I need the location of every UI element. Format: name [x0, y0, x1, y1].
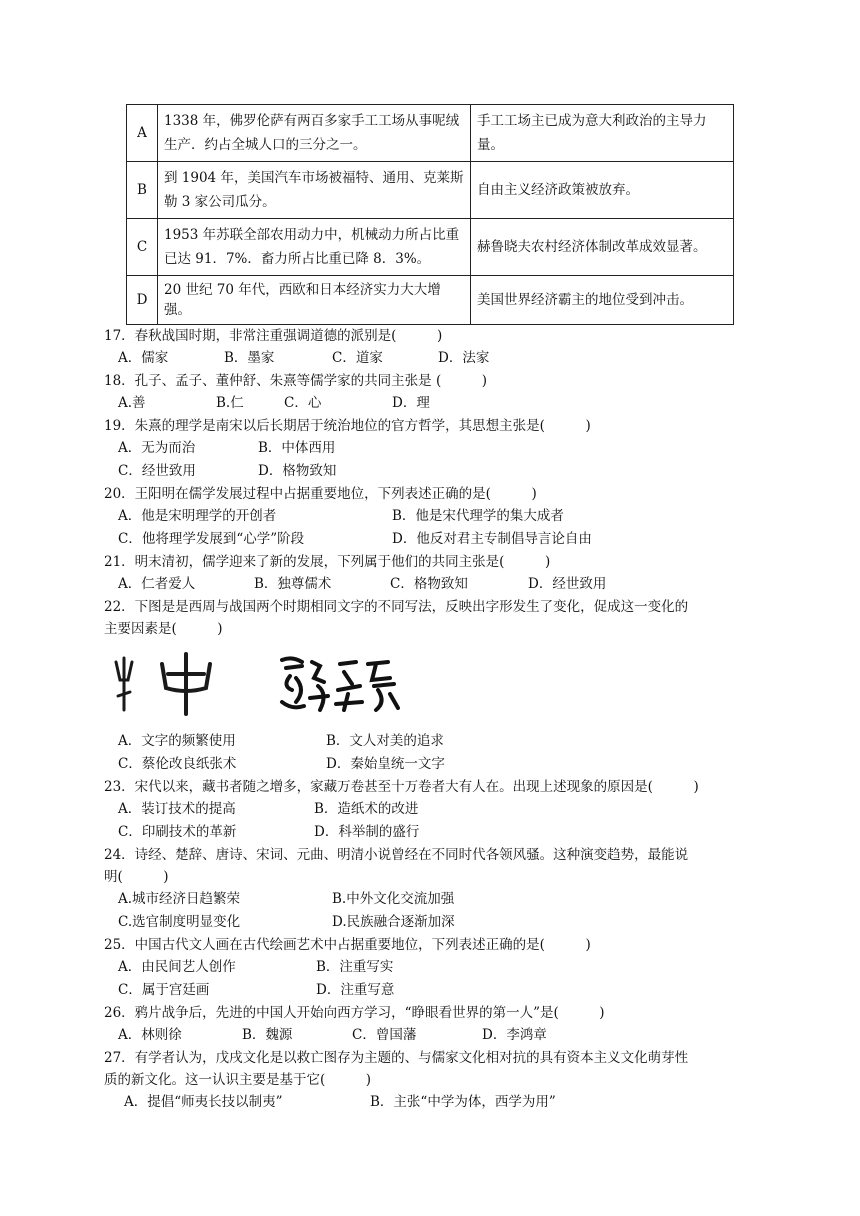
q17-option-a: A．儒家	[118, 350, 169, 366]
q24-option-a: A.城市经济日趋繁荣	[118, 891, 241, 907]
row-event: 到 1904 年，美国汽车市场被福特、通用、克莱斯勒 3 家公司瓜分。	[158, 162, 471, 219]
q21-option-a: A．仁者爱人	[118, 576, 196, 592]
q25-option-d: D．注重写意	[316, 982, 395, 998]
q21-option-d: D．经世致用	[528, 576, 607, 592]
row-conclusion: 美国世界经济霸主的地位受到冲击。	[471, 276, 734, 325]
q23-option-a: A．装订技术的提高	[118, 801, 236, 817]
q26-option-d: D．李鸿章	[482, 1027, 547, 1043]
q21-option-b: B．独尊儒术	[254, 576, 332, 592]
q25-option-a: A．由民间艺人创作	[118, 959, 236, 975]
row-event: 1338 年，佛罗伦萨有两百多家手工工场从事呢绒生产．约占全城人口的三分之一。	[158, 105, 471, 162]
q23-option-c: C．印刷技术的革新	[118, 824, 237, 840]
q18-option-a: A.善	[118, 395, 146, 411]
row-conclusion: 手工工场主已成为意大利政治的主导力量。	[471, 105, 734, 162]
q23-stem: 23．宋代以来，藏书者随之增多，家藏万卷甚至十万卷者大有人在。出现上述现象的原因是( )	[104, 779, 699, 795]
ancient-character-figure	[106, 650, 406, 720]
q24-option-b: B.中外文化交流加强	[332, 891, 455, 907]
q20-option-c: C．他将理学发展到“心学”阶段	[118, 531, 305, 547]
q19-option-b: B．中体西用	[258, 440, 336, 456]
q17-option-b: B．墨家	[224, 350, 275, 366]
q20-option-b: B．他是宋代理学的集大成者	[392, 508, 564, 524]
q18-stem: 18．孔子、孟子、董仲舒、朱熹等儒学家的共同主张是 ( )	[104, 373, 488, 389]
q26-option-a: A．林则徐	[118, 1027, 182, 1043]
row-key: D	[127, 276, 158, 325]
glyph-icon	[116, 658, 132, 710]
table-row	[127, 162, 734, 219]
q25-stem: 25．中国古代文人画在古代绘画艺术中占据重要地位，下列表述正确的是( )	[104, 937, 591, 953]
q22-stem: 22．下图是是西周与战国两个时期相同文字的不同写法，反映出字形发生了变化，促成这一变化的	[104, 599, 689, 615]
q17-option-c: C．道家	[332, 350, 383, 366]
q25-option-b: B．注重写实	[316, 959, 394, 975]
q27-stem: 27．有学者认为，戊戌文化是以救亡图存为主题的、与儒家文化相对抗的具有资本主义文化萌芽性	[104, 1050, 689, 1066]
q20-stem: 20．王阳明在儒学发展过程中占据重要地位，下列表述正确的是( )	[104, 486, 537, 502]
q22-stem-cont: 主要因素是( )	[104, 621, 223, 637]
q22-option-d: D．秦始皇统一文字	[326, 756, 445, 772]
q27-option-a: A．提倡“师夷长技以制夷”	[124, 1094, 283, 1110]
q21-option-c: C．格物致知	[390, 576, 468, 592]
glyph-icon	[336, 662, 398, 710]
row-conclusion: 赫鲁晓夫农村经济体制改革成效显著。	[471, 219, 734, 276]
q19-option-c: C．经世致用	[118, 463, 196, 479]
q25-option-c: C．属于宫廷画	[118, 982, 210, 998]
q22-option-c: C．蔡伦改良纸张术	[118, 756, 237, 772]
q24-option-c: C.选官制度明显变化	[118, 914, 241, 930]
q21-stem: 21．明末清初，儒学迎来了新的发展，下列属于他们的共同主张是( )	[104, 554, 551, 570]
row-event: 1953 年苏联全部农用动力中，机械动力所占比重已达 91．7%．畜力所占比重已降 8．3%。	[158, 219, 471, 276]
q26-option-c: C．曾国藩	[352, 1027, 417, 1043]
row-key: B	[127, 162, 158, 219]
table-row	[127, 276, 734, 325]
row-key: A	[127, 105, 158, 162]
q17-option-d: D．法家	[438, 350, 490, 366]
row-key: C	[127, 219, 158, 276]
glyph-icon	[162, 654, 210, 714]
q27-option-b: B．主张“中学为体，西学为用”	[370, 1094, 556, 1110]
glyph-icon	[282, 658, 328, 710]
q19-stem: 19．朱熹的理学是南宋以后长期居于统治地位的官方哲学，其思想主张是( )	[104, 418, 591, 434]
q20-option-d: D．他反对君主专制倡导言论自由	[392, 531, 592, 547]
q22-option-b: B．文人对美的追求	[326, 733, 444, 749]
q17-stem: 17．春秋战国时期，非常注重强调道德的派别是( )	[104, 328, 443, 344]
q18-option-c: C．心	[284, 395, 322, 411]
q24-stem: 24．诗经、楚辞、唐诗、宋词、元曲、明清小说曾经在不同时代各领风骚。这种演变趋势，最能说	[104, 847, 689, 863]
q19-option-a: A．无为而治	[118, 440, 196, 456]
q18-option-b: B.仁	[216, 395, 244, 411]
q20-option-a: A．他是宋明理学的开创者	[118, 508, 277, 524]
q23-option-d: D．科举制的盛行	[314, 824, 420, 840]
q19-option-d: D．格物致知	[258, 463, 337, 479]
q23-option-b: B．造纸术的改进	[314, 801, 419, 817]
q26-stem: 26．鸦片战争后，先进的中国人开始向西方学习，“睁眼看世界的第一人”是( )	[104, 1005, 605, 1021]
q26-option-b: B．魏源	[242, 1027, 293, 1043]
q22-option-a: A．文字的频繁使用	[118, 733, 236, 749]
row-conclusion: 自由主义经济政策被放弃。	[471, 162, 734, 219]
options-table	[126, 104, 734, 325]
q24-option-d: D.民族融合逐渐加深	[332, 914, 455, 930]
q24-stem-cont: 明( )	[104, 869, 169, 885]
q18-option-d: D．理	[392, 395, 430, 411]
q27-stem-cont: 质的新文化。这一认识主要是基于它( )	[104, 1072, 372, 1088]
table-row	[127, 219, 734, 276]
table-row	[127, 105, 734, 162]
row-event: 20 世纪 70 年代，西欧和日本经济实力大大增强。	[158, 276, 471, 325]
